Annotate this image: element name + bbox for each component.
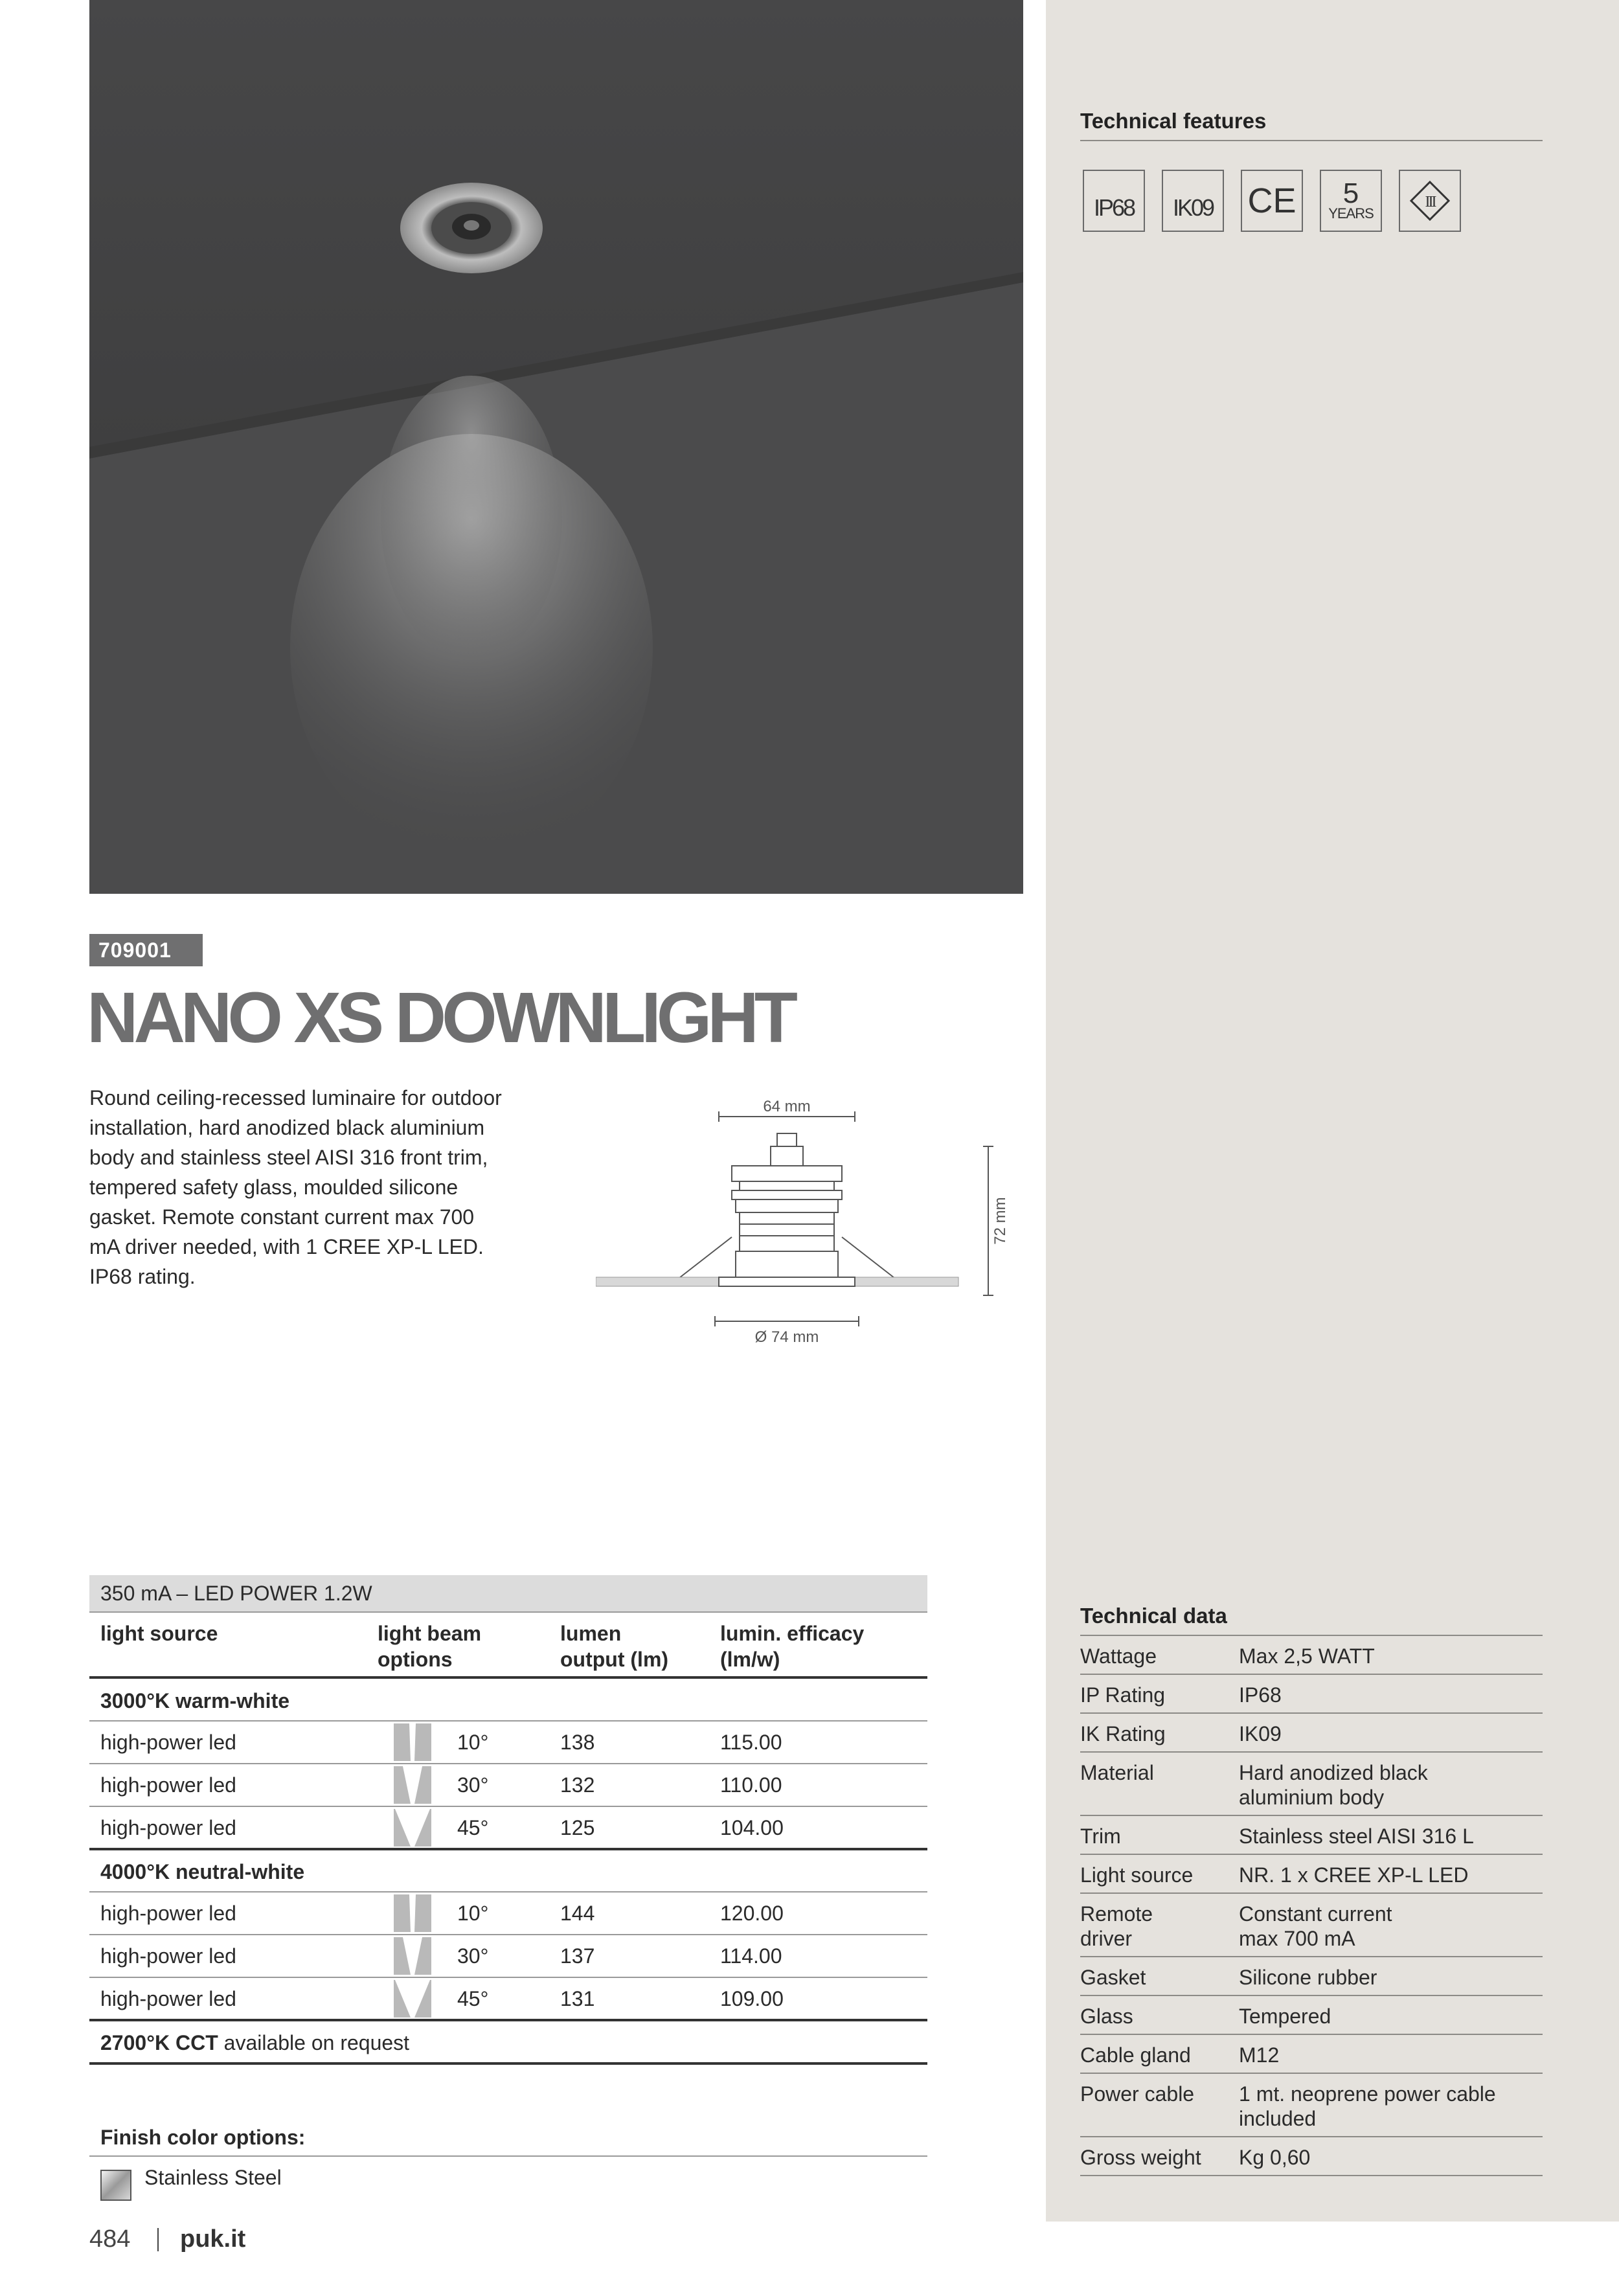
- technical-data-label: Gasket: [1080, 1966, 1146, 1989]
- column-header-beam: light beam options: [378, 1622, 482, 1671]
- technical-data-label: Remote driver: [1080, 1902, 1153, 1950]
- cell-lumen: 125: [560, 1816, 595, 1839]
- cell-efficacy: 109.00: [720, 1987, 784, 2010]
- table-row: [89, 1807, 927, 1848]
- table-row: [89, 1722, 927, 1763]
- product-code: 709001: [89, 934, 203, 966]
- cct-note-bold: 2700°K CCT: [100, 2031, 218, 2054]
- cell-lumen: 131: [560, 1987, 595, 2010]
- technical-data-divider: [1080, 1674, 1543, 1675]
- diameter-dimension-label: Ø 74 mm: [754, 1328, 819, 1346]
- cell-efficacy: 104.00: [720, 1816, 784, 1839]
- technical-data-label: Gross weight: [1080, 2146, 1201, 2169]
- column-header-efficacy: lumin. efficacy (lm/w): [720, 1622, 865, 1671]
- table-row: [89, 1892, 927, 1934]
- product-description: Round ceiling-recessed luminaire for outdoor installation, hard anodized black aluminium body and stainless steel AISI 316 front trim, tempered safety glass, moulded silicone gasket. Remote constant current max 700 mA driver needed, with 1 CREE XP-L LED. IP68 rating.: [89, 1086, 502, 1288]
- class-iii-icon: [1399, 170, 1461, 232]
- cell-source: high-power led: [100, 1773, 236, 1797]
- technical-data-label: IP Rating: [1080, 1683, 1166, 1707]
- technical-data-divider: [1080, 2034, 1543, 2035]
- width-dimension-label: 64 mm: [763, 1098, 811, 1115]
- product-title: NANO XS DOWNLIGHT: [87, 978, 793, 1058]
- cell-efficacy: 115.00: [720, 1731, 782, 1754]
- cell-source: high-power led: [100, 1731, 236, 1754]
- technical-data-value: M12: [1239, 2043, 1280, 2067]
- technical-data-value: Hard anodized black aluminium body: [1239, 1761, 1428, 1809]
- technical-data-value: 1 mt. neoprene power cable included: [1239, 2082, 1496, 2130]
- group-title-neutral-white: 4000°K neutral-white: [100, 1860, 305, 1883]
- height-dimension-label: 72 mm: [991, 1197, 1009, 1245]
- technical-data-label: Power cable: [1080, 2082, 1195, 2106]
- technical-data-divider: [1080, 1995, 1543, 1996]
- technical-data-value: IK09: [1239, 1722, 1282, 1745]
- features-divider: [1080, 140, 1543, 141]
- footer-separator: [157, 2228, 159, 2251]
- power-table-header: 350 mA – LED POWER 1.2W: [100, 1582, 372, 1605]
- table-row: [89, 1764, 927, 1806]
- technical-data-divider: [1080, 1892, 1543, 1894]
- cell-beam: 10°: [457, 1731, 489, 1754]
- technical-data-value: Silicone rubber: [1239, 1966, 1377, 1989]
- cct-note-text: available on request: [218, 2031, 410, 2054]
- beam-wide-icon: [394, 1980, 431, 2018]
- group-title-warm-white: 3000°K warm-white: [100, 1689, 290, 1712]
- ik09-icon: IK09: [1162, 170, 1224, 232]
- technical-data-label: Cable gland: [1080, 2043, 1191, 2067]
- table-rule-thick: [89, 2019, 927, 2021]
- technical-data-label: Trim: [1080, 1824, 1121, 1848]
- cell-lumen: 137: [560, 1944, 595, 1968]
- warranty-icon: 5 YEARS: [1320, 170, 1382, 232]
- technical-data-divider: [1080, 2175, 1543, 2176]
- technical-data-value: Constant current max 700 mA: [1239, 1902, 1392, 1950]
- technical-data-divider: [1080, 1712, 1543, 1714]
- table-row: [89, 1978, 927, 2019]
- technical-data-label: IK Rating: [1080, 1722, 1166, 1745]
- technical-data-divider: [1080, 1854, 1543, 1855]
- sidebar-panel: [1046, 0, 1619, 2222]
- technical-data-divider: [1080, 1956, 1543, 1957]
- footer-website: puk.it: [180, 2225, 246, 2253]
- beam-narrow-icon: [394, 1894, 431, 1932]
- finish-title: Finish color options:: [100, 2126, 306, 2149]
- technical-data-value: Tempered: [1239, 2005, 1331, 2028]
- column-header-lumen: lumen output (lm): [560, 1622, 669, 1671]
- cell-source: high-power led: [100, 1987, 236, 2010]
- cell-source: high-power led: [100, 1816, 236, 1839]
- ce-icon: CE: [1241, 170, 1303, 232]
- technical-data-label: Glass: [1080, 2005, 1133, 2028]
- technical-data-value: Kg 0,60: [1239, 2146, 1311, 2169]
- cell-efficacy: 120.00: [720, 1902, 784, 1925]
- svg-text:III: III: [1425, 194, 1435, 210]
- cell-source: high-power led: [100, 1902, 236, 1925]
- table-rule: [89, 1611, 927, 1613]
- cell-lumen: 144: [560, 1902, 595, 1925]
- technical-data-value: IP68: [1239, 1683, 1282, 1707]
- technical-data-divider: [1080, 1815, 1543, 1816]
- technical-data-divider: [1080, 1751, 1543, 1753]
- beam-medium-icon: [394, 1937, 431, 1975]
- beam-narrow-icon: [394, 1723, 431, 1761]
- technical-data-label: Material: [1080, 1761, 1154, 1784]
- cell-lumen: 132: [560, 1773, 595, 1797]
- features-title: Technical features: [1080, 109, 1267, 133]
- technical-data-divider: [1080, 2073, 1543, 2074]
- stainless-steel-swatch: [100, 2170, 131, 2201]
- table-rule-thick: [89, 1676, 927, 1679]
- cct-note: [100, 2031, 409, 2055]
- product-photo: [89, 0, 1023, 894]
- ip68-icon: IP68: [1083, 170, 1145, 232]
- cell-beam: 45°: [457, 1816, 489, 1839]
- cell-beam: 10°: [457, 1902, 489, 1925]
- technical-data-title: Technical data: [1080, 1604, 1227, 1628]
- technical-data-divider: [1080, 1635, 1543, 1636]
- technical-data-label: Light source: [1080, 1863, 1194, 1887]
- technical-data-value: Max 2,5 WATT: [1239, 1644, 1375, 1668]
- beam-wide-icon: [394, 1809, 431, 1847]
- dimension-drawing: [596, 1088, 1023, 1360]
- finish-divider: [89, 2155, 927, 2157]
- cell-beam: 45°: [457, 1987, 489, 2010]
- column-header-light-source: light source: [100, 1622, 218, 1645]
- cell-lumen: 138: [560, 1731, 595, 1754]
- technical-data-value: NR. 1 x CREE XP-L LED: [1239, 1863, 1469, 1887]
- cell-beam: 30°: [457, 1773, 489, 1797]
- table-rule-thick: [89, 2062, 927, 2065]
- technical-data-value: Stainless steel AISI 316 L: [1239, 1824, 1474, 1848]
- cell-beam: 30°: [457, 1944, 489, 1968]
- technical-data-label: Wattage: [1080, 1644, 1157, 1668]
- cell-efficacy: 114.00: [720, 1944, 782, 1968]
- table-row: [89, 1935, 927, 1977]
- cell-source: high-power led: [100, 1944, 236, 1968]
- page-number: 484: [89, 2225, 131, 2253]
- beam-medium-icon: [394, 1766, 431, 1804]
- cell-efficacy: 110.00: [720, 1773, 782, 1797]
- finish-option: Stainless Steel: [144, 2166, 282, 2189]
- technical-data-divider: [1080, 2136, 1543, 2137]
- table-rule-thick: [89, 1848, 927, 1850]
